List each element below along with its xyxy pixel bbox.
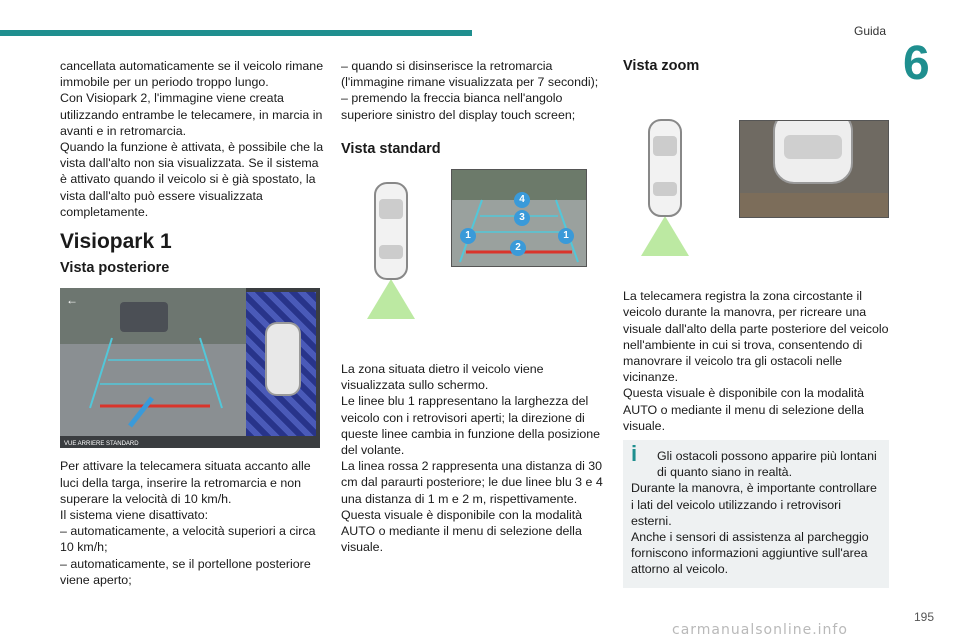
callout-2: 2 xyxy=(510,240,526,256)
paragraph: La telecamera registra la zona circostante il veicolo durante la manovra, per ricreare una visuale dall'alto della parte posteriore del veicolo nell'ambiente in cui si trova, consentendo di manovrare il veicolo tra gli ostacoli nelle vicinanze. xyxy=(623,289,889,385)
section-label: Guida xyxy=(854,24,887,38)
paragraph: Per attivare la telecamera situata accanto alle luci della targa, inserire la retromarcia e non superare la velocità di 10 km/h. xyxy=(60,459,311,506)
callout-1: 1 xyxy=(558,228,574,244)
section-title: Visiopark 1 xyxy=(60,230,172,254)
guide-lines xyxy=(60,288,246,438)
car-top-view-icon xyxy=(265,322,301,396)
paragraph: Quando la funzione è attivata, è possibile che la vista dall'alto non sia visualizzata. Se il sistema è attivato quando il veicolo si è già spostato, la vista dall'alto può essere visualizzata completamente. xyxy=(60,140,324,219)
column-1 xyxy=(60,58,324,588)
paragraph: cancellata automaticamente se il veicolo rimane immobile per un periodo troppo lungo. xyxy=(60,59,324,90)
standard-camera-image xyxy=(451,169,587,267)
header-accent-bar xyxy=(0,30,472,36)
info-icon: i xyxy=(631,441,638,467)
callout-1: 1 xyxy=(460,228,476,244)
paragraph: Il sistema viene disattivato: xyxy=(60,508,209,523)
column-3 xyxy=(623,58,889,588)
camera-caption: VUE ARRIERE STANDARD xyxy=(64,441,139,448)
standard-view-figure xyxy=(341,169,603,339)
paragraph: Questa visuale è disponibile con la modalità AUTO o mediante il menu di selezione della visuale. xyxy=(341,507,583,555)
list-item: – automaticamente, a velocità superiori a circa 10 km/h; xyxy=(60,524,316,555)
paragraph: Questa visuale è disponibile con la modalità AUTO o mediante il menu di selezione della visuale. xyxy=(623,386,865,433)
info-box xyxy=(623,440,889,588)
subsection-title: Vista posteriore xyxy=(60,260,170,277)
column-2 xyxy=(341,58,603,555)
paragraph: Con Visiopark 2, l'immagine viene creata utilizzando entrambe le telecamere, in marcia in avanti e in retromarcia. xyxy=(60,91,323,138)
page-number: 195 xyxy=(914,610,935,624)
callout-3: 3 xyxy=(514,210,530,226)
callout-4: 4 xyxy=(514,192,530,208)
back-arrow-icon: ← xyxy=(66,293,78,308)
zoom-camera-image xyxy=(739,120,889,218)
paragraph: Le linee blu 1 rappresentano la larghezza del veicolo con i retrovisori aperti; la direzione di queste linee cambia in funzione della posizione del volante. xyxy=(341,394,600,458)
list-item: – quando si disinserisce la retromarcia (l'immagine rimane visualizzata per 7 secondi); xyxy=(341,59,599,90)
paragraph: La linea rossa 2 rappresenta una distanza di 30 cm dal paraurti posteriore; le due linee blu 3 e 4 una distanza di 1 m e 2 m, rispettivamente. xyxy=(341,459,603,506)
list-item: – automaticamente, se il portellone posteriore viene aperto; xyxy=(60,556,311,587)
info-paragraph: Durante la manovra, è importante controllare i lati del veicolo utilizzando i retrovisori esterni. xyxy=(631,481,877,528)
chapter-number: 6 xyxy=(903,37,930,90)
info-paragraph: Gli ostacoli possono apparire più lontani di quanto siano in realtà. xyxy=(657,449,877,480)
zoom-view-figure xyxy=(623,86,889,266)
car-top-view-icon xyxy=(635,116,695,256)
paragraph: La zona situata dietro il veicolo viene visualizzata sullo schermo. xyxy=(341,362,544,393)
rear-camera-screenshot xyxy=(60,288,320,448)
subsection-title: Vista zoom xyxy=(623,58,700,74)
subsection-title: Vista standard xyxy=(341,140,441,157)
watermark: carmanualsonline.info xyxy=(672,622,848,638)
info-paragraph: Anche i sensori di assistenza al parcheggio forniscono informazioni aggiuntive sull'area attorno al veicolo. xyxy=(631,530,869,577)
car-top-view-icon xyxy=(361,179,421,319)
list-item: – premendo la freccia bianca nell'angolo superiore sinistro del display touch screen; xyxy=(341,91,576,122)
